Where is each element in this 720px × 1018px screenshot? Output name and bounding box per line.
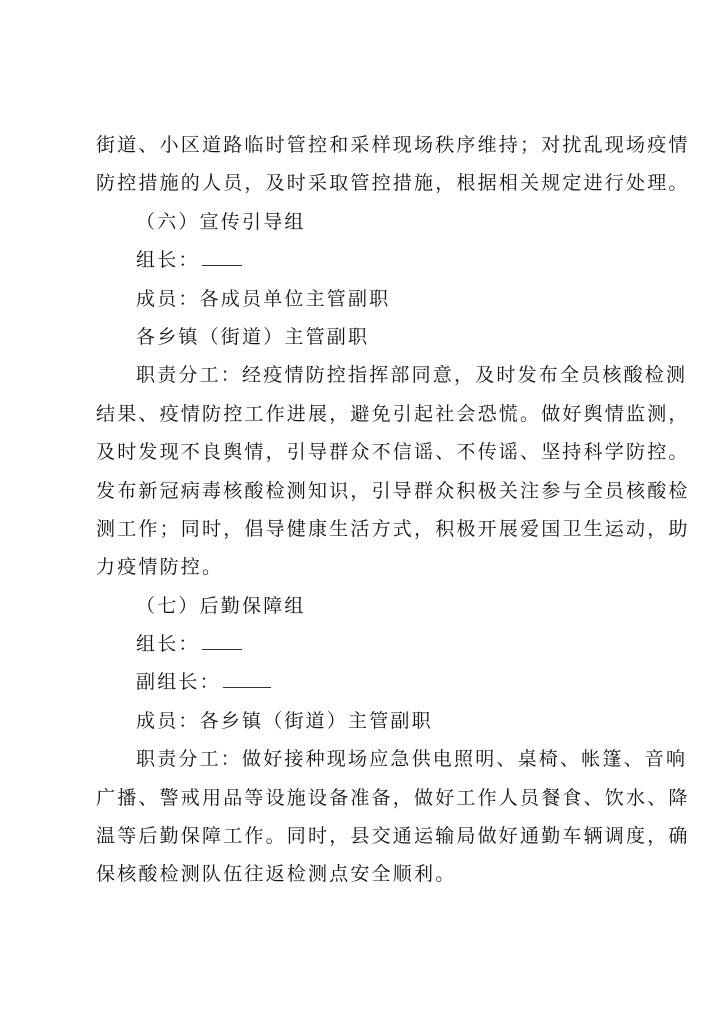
line-text: 力疫情防控。 (96, 556, 224, 579)
line-text: 测工作；同时，倡导健康生活方式，积极开展爱国卫生运动，助 (96, 517, 690, 540)
paragraph-line (96, 510, 690, 548)
line-text: 广播、警戒用品等设施设备准备，做好工作人员餐食、饮水、降 (96, 786, 690, 809)
paragraph-line (96, 164, 690, 202)
line-text: （七）后勤保障组 (136, 594, 306, 617)
paragraph-line (96, 433, 690, 471)
line-text: 及时发现不良舆情，引导群众不信谣、不传谣、坚持科学防控。 (96, 441, 690, 464)
line-text: 温等后勤保障工作。同时，县交通运输局做好通勤车辆调度，确 (96, 825, 690, 848)
section-heading-publicity (96, 203, 642, 241)
line-text: 成员：各乡镇（街道）主管副职 (136, 709, 433, 732)
paragraph-line (96, 472, 690, 510)
duty-line (96, 740, 688, 778)
line-text: 街道、小区道路临时管控和采样现场秩序维持；对扰乱现场疫情 (96, 134, 690, 156)
document-page (96, 126, 690, 894)
line-text: 发布新冠病毒核酸检测知识，引导群众积极关注参与全员核酸检 (96, 479, 690, 502)
members-line (96, 280, 642, 318)
paragraph-line (96, 817, 690, 855)
line-text: 结果、疫情防控工作进展，避免引起社会恐慌。做好舆情监测， (96, 402, 690, 425)
line-text: 职责分工：做好接种现场应急供电照明、桌椅、帐篷、音响 (136, 748, 688, 771)
members-line (96, 702, 642, 740)
leader-line (96, 241, 642, 279)
members-line (96, 318, 642, 356)
line-text: 成员：各成员单位主管副职 (136, 287, 391, 310)
deputy-leader-line (96, 663, 642, 701)
line-text: 副组长： (136, 671, 221, 694)
paragraph-line (96, 126, 690, 164)
paragraph-line (96, 779, 690, 817)
line-text: 职责分工：经疫情防控指挥部同意，及时发布全员核酸检测 (136, 364, 688, 387)
leader-line (96, 625, 642, 663)
line-text: 组长： (136, 633, 200, 656)
leader-blank (202, 243, 242, 266)
paragraph-line (96, 395, 690, 433)
line-text: 组长： (136, 249, 200, 272)
leader-blank (202, 627, 242, 650)
deputy-leader-blank (223, 665, 271, 688)
line-text: 各乡镇（街道）主管副职 (136, 325, 370, 348)
duty-line (96, 356, 688, 394)
paragraph-line (96, 855, 642, 893)
line-text: （六）宣传引导组 (136, 210, 306, 233)
line-text: 保核酸检测队伍往返检测点安全顺利。 (96, 863, 457, 886)
section-heading-logistics (96, 587, 642, 625)
paragraph-line (96, 548, 642, 586)
line-text: 防控措施的人员，及时采取管控措施，根据相关规定进行处理。 (96, 172, 690, 195)
